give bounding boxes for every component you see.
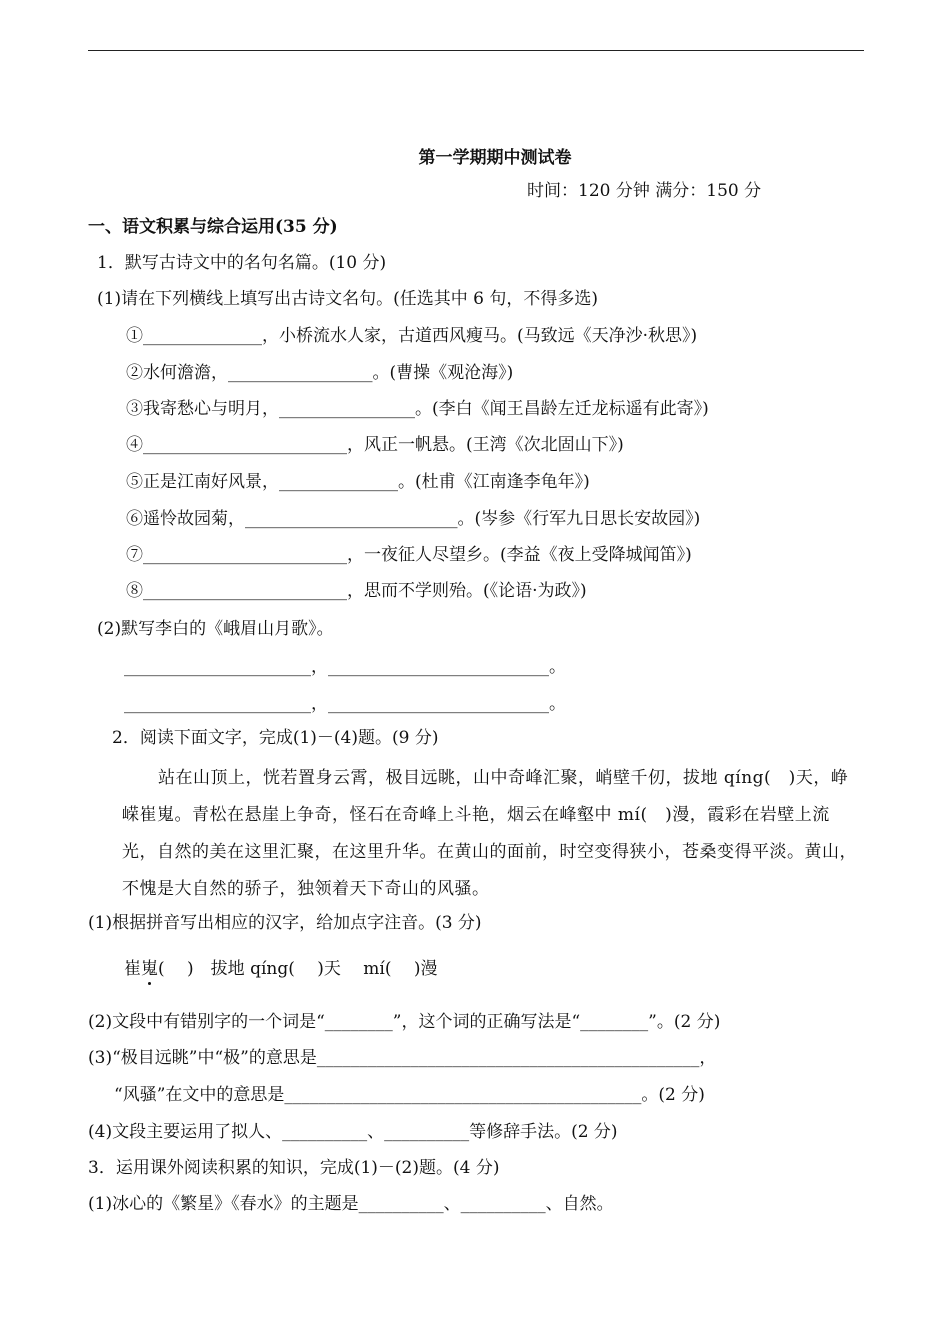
q1-part2: (2)默写李白的《峨眉山月歌》。 (97, 619, 334, 639)
passage-line: 不愧是大自然的骄子，独领着天下奇山的风骚。 (122, 879, 490, 899)
header-rule (88, 50, 864, 51)
q2-sub2: (2)文段中有错别字的一个词是“________”，这个词的正确写法是“________”。(2 分) (88, 1012, 721, 1032)
q1-item-6: ⑥遥怜故园菊，_________________________。(岑参《行军九日思长安故园》) (126, 509, 701, 529)
q1-item-7: ⑦________________________，一夜征人尽望乡。(李益《夜上受降城闻笛》) (126, 545, 692, 565)
q1-part1: (1)请在下列横线上填写出古诗文名句。(任选其中 6 句，不得多选) (97, 289, 598, 309)
q1-item-2: ②水何澹澹，_________________。(曹操《观沧海》) (126, 363, 514, 383)
q2-sub3-b: “风骚”在文中的意思是__________________________________________。(2 分) (114, 1085, 705, 1105)
answer-prefix: 崔 (124, 959, 141, 979)
reading-passage (122, 760, 874, 908)
q2-sub3-a: (3)“极目远眺”中“极”的意思是_____________________________________________， (88, 1048, 717, 1068)
passage-line: 站在山顶上，恍若置身云霄，极目远眺，山中奇峰汇聚，峭壁千仞，拔地 qíng( )天，峥 (158, 768, 849, 788)
q1-item-3: ③我寄愁心与明月，________________。(李白《闻王昌龄左迁龙标遥有此寄》) (126, 399, 709, 419)
exam-title: 第一学期期中测试卷 (418, 148, 572, 168)
section-heading: 一、语文积累与综合运用(35 分) (88, 217, 338, 237)
answer-rest: ( ) 拔地 qíng( )天 mí( )漫 (158, 959, 438, 979)
poem-line-2: ______________________，__________________________。 (124, 694, 566, 714)
time-score: 时间：120 分钟 满分：150 分 (527, 181, 762, 201)
q1-item-1: ①______________，小桥流水人家，古道西风瘦马。(马致远《天净沙·秋思》) (126, 326, 698, 346)
q2-sub1: (1)根据拼音写出相应的汉字，给加点字注音。(3 分) (88, 913, 482, 933)
q1-item-8: ⑧________________________，思而不学则殆。(《论语·为政》) (126, 581, 587, 601)
q2-sub4: (4)文段主要运用了拟人、__________、__________等修辞手法。(2 分) (88, 1122, 618, 1142)
passage-line: 光，自然的美在这里汇聚，在这里升华。在黄山的面前，时空变得狭小，苍桑变得平淡。黄山， (122, 842, 857, 862)
poem-line-1: ______________________，__________________________。 (124, 657, 566, 677)
q1-stem: 1．默写古诗文中的名句名篇。(10 分) (97, 253, 387, 273)
dotted-character: 嵬 (141, 959, 158, 979)
q1-item-5: ⑤正是江南好风景，______________。(杜甫《江南逢李龟年》) (126, 472, 590, 492)
q1-item-4: ④________________________，风正一帆悬。(王湾《次北固山下》) (126, 435, 624, 455)
q3-sub1: (1)冰心的《繁星》《春水》的主题是__________、__________、自然。 (88, 1194, 614, 1214)
q3-stem: 3．运用课外阅读积累的知识，完成(1)－(2)题。(4 分) (88, 1158, 500, 1178)
q2-stem: 2．阅读下面文字，完成(1)－(4)题。(9 分) (112, 728, 439, 748)
q2-sub1-answer (124, 957, 438, 981)
passage-line: 嵘崔嵬。青松在悬崖上争奇，怪石在奇峰上斗艳，烟云在峰壑中 mí( )漫，霞彩在岩壁上流 (122, 805, 830, 825)
